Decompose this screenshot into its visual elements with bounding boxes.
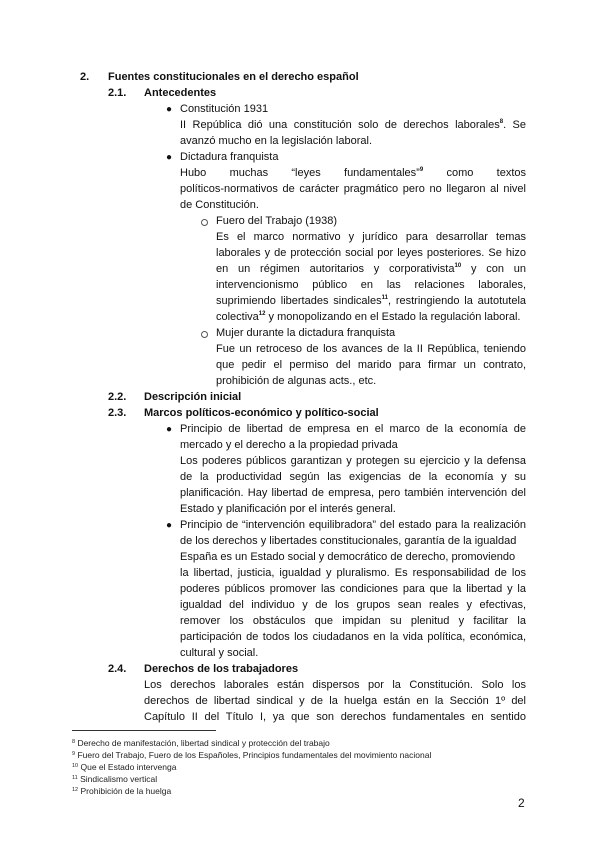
principio-empresa-text-4: Estado y planificación por el interés general. [180, 503, 396, 515]
item-constitucion-1931-text-2: avanzó mucho en la legislación laboral. [180, 135, 373, 147]
page-number: 2 [518, 796, 525, 810]
principio-intervencion-text-7: cultural y social. [180, 647, 259, 659]
subsection-2-2-number: 2.2. [108, 391, 127, 403]
derechos-text-3: Capítulo II del Título I, ya que son derechos fundamentales en sentido [144, 711, 526, 723]
sub-mujer-text-2: que pedir el permiso del marido para firmar un contrato, [216, 359, 526, 371]
principio-intervencion-text-6: participación de todos los ciudadanos en la vida política, económica, [180, 631, 526, 643]
subsection-2-1-title: Antecedentes [144, 87, 217, 99]
sub-fuero-trabajo-text-3: en un régimen autoritarios y corporativista$^{10}$ y con un [216, 263, 527, 275]
item-dictadura-text-3: de Constitución. [180, 199, 259, 211]
sub-mujer-text-3: prohibición de algunas acts., etc. [216, 375, 377, 387]
bullet-icon: ● [166, 520, 173, 531]
principio-empresa-text-2: de la productividad según las exigencias de la economía y su [180, 471, 526, 483]
item-dictadura-text: Hubo muchas “leyes fundamentales”$^9$ como textos [180, 167, 527, 179]
sub-mujer-title: Mujer durante la dictadura franquista [216, 327, 396, 339]
bullet-icon: ● [166, 152, 173, 163]
sub-fuero-trabajo-text-2: laborales y de protección social por leyes posteriores. Se hizo [216, 247, 526, 259]
footnote: $^{11}$ Sindicalismo vertical [72, 774, 158, 784]
footnote-separator [72, 730, 216, 731]
principio-empresa-text-1: Los poderes públicos garantizan y protegen su ejercicio y la defensa [180, 455, 526, 467]
sub-fuero-trabajo-title: Fuero del Trabajo (1938) [216, 215, 338, 227]
derechos-text-1: Los derechos laborales están dispersos por la Constitución. Solo los [144, 679, 526, 691]
subsection-2-3-title: Marcos políticos-económico y político-social [144, 407, 379, 419]
principio-empresa-title-2: mercado y el derecho a la propiedad privada [180, 439, 398, 451]
sub-fuero-trabajo-text-1: Es el marco normativo y jurídico para desarrollar temas [216, 231, 526, 243]
principio-intervencion-title-2: de los derechos y libertades constitucionales, garantía de la igualdad [180, 535, 517, 547]
subsection-2-4-number: 2.4. [108, 663, 127, 675]
section-number: 2. [80, 71, 90, 83]
principio-intervencion-text-1: España es un Estado social y democrático de derecho, promoviendo [180, 551, 516, 563]
circle-bullet-icon [201, 219, 208, 226]
principio-empresa-text-3: planificación. Hay libertad de empresa, pero también intervención del [180, 487, 526, 499]
bullet-icon: ● [166, 104, 173, 115]
principio-intervencion-text-4: igualdad del individuo y de los grupos sean reales y efectivas, [180, 599, 526, 611]
item-dictadura-text-2: políticos-normativos de carácter pragmático pero no llegaron al nivel [180, 183, 526, 195]
item-dictadura-title: Dictadura franquista [180, 151, 279, 163]
principio-intervencion-text-2: la libertad, justicia, igualdad y pluralismo. Es responsabilidad de los [180, 567, 526, 579]
sub-mujer-text-1: Fue un retroceso de los avances de la II República, teniendo [216, 343, 526, 355]
section-title: Fuentes constitucionales en el derecho español [108, 71, 359, 83]
circle-bullet-icon [201, 331, 208, 338]
subsection-2-2-title: Descripción inicial [144, 391, 242, 403]
principio-intervencion-text-5: remover los obstáculos que impidan su plenitud y facilitar la [180, 615, 526, 627]
sub-fuero-trabajo-text-5: suprimiendo libertades sindicales$^{11}$, restringiendo la autotutela [216, 295, 527, 307]
footnote: $^8$ Derecho de manifestación, libertad sindical y protección del trabajo [72, 738, 330, 748]
footnote: $^{10}$ Que el Estado intervenga [72, 762, 177, 772]
derechos-text-2: derechos de libertad sindical y de la huelga están en la Sección 1º del [144, 695, 526, 707]
bullet-icon: ● [166, 424, 173, 435]
subsection-2-1-number: 2.1. [108, 87, 127, 99]
principio-intervencion-text-3: poderes públicos promover las condiciones para que la libertad y la [180, 583, 526, 595]
item-constitucion-1931-text: II República dió una constitución solo de derechos laborales$^8$. Se [180, 119, 526, 131]
principio-empresa-title-1: Principio de libertad de empresa en el marco de la economía de [180, 423, 526, 435]
sub-fuero-trabajo-text-4: intervencionismo público en las relaciones laborales, [216, 279, 526, 291]
footnote: $^{12}$ Prohibición de la huelga [72, 786, 172, 796]
footnote: $^9$ Fuero del Trabajo, Fuero de los Españoles, Principios fundamentales del movimiento nacional [72, 750, 432, 760]
principio-intervencion-title-1: Principio de “intervención equilibradora” del estado para la realización [180, 519, 526, 531]
subsection-2-4-title: Derechos de los trabajadores [144, 663, 299, 675]
subsection-2-3-number: 2.3. [108, 407, 127, 419]
sub-fuero-trabajo-text-6: colectiva$^{12}$ y monopolizando en el Estado la regulación laboral. [216, 311, 521, 323]
item-constitucion-1931-title: Constitución 1931 [180, 103, 269, 115]
